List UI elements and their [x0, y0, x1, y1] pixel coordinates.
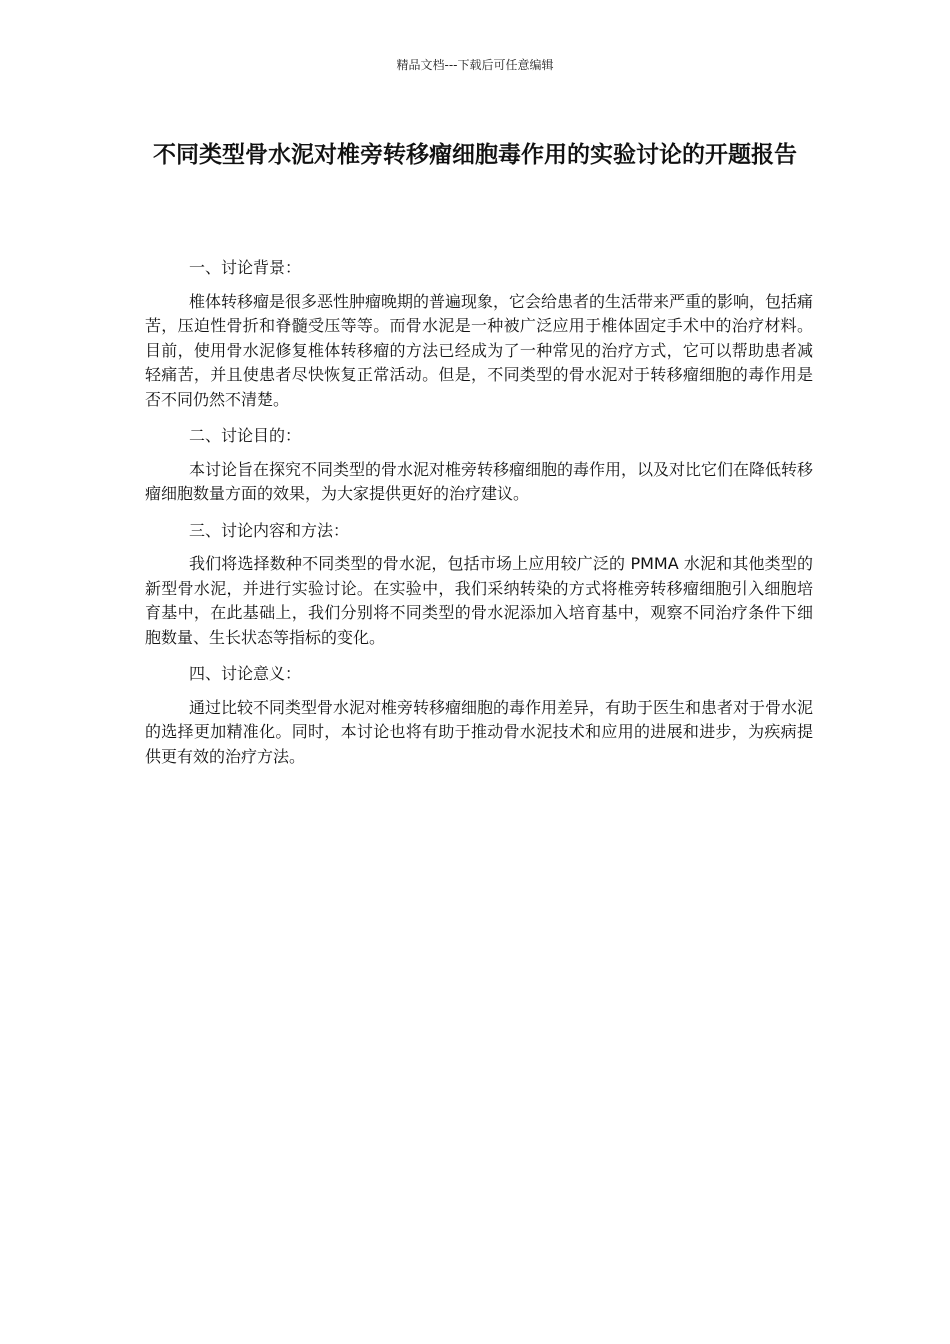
- document-title: 不同类型骨水泥对椎旁转移瘤细胞毒作用的实验讨论的开题报告: [153, 142, 797, 168]
- section-heading-methods: 三、讨论内容和方法：: [189, 520, 350, 540]
- section-heading-background: 一、讨论背景：: [189, 258, 302, 277]
- section-heading-purpose: 二、讨论目的：: [189, 426, 302, 445]
- section-body-background: 椎体转移瘤是很多恶性肿瘤晚期的普遍现象，它会给患者的生活带来严重的影响，包括痛苦，压迫性骨折和脊髓受压等等。而骨水泥是一种被广泛应用于椎体固定手术中的治疗材料。目前，使用骨水泥修复椎体转移瘤的方法已经成为了一种常见的治疗方式，它可以帮助患者减轻痛苦，并且使患者尽快恢复正常活动。但是，不同类型的骨水泥对于转移瘤细胞的毒作用是否不同仍然不清楚。: [145, 291, 814, 409]
- document-body: [145, 256, 813, 781]
- page-header: 精品文档---下载后可任意编辑: [396, 58, 554, 72]
- section-body-methods: 我们将选择数种不同类型的骨水泥，包括市场上应用较广泛的 PMMA 水泥和其他类型的新型骨水泥，并进行实验讨论。在实验中，我们采纳转染的方式将椎旁转移瘤细胞引入细胞培育基中，在此基础上，我们分别将不同类型的骨水泥添加入培育基中，观察不同治疗条件下细胞数量、生长状态等指标的变化。: [145, 554, 813, 647]
- section-body-purpose: 本讨论旨在探究不同类型的骨水泥对椎旁转移瘤细胞的毒作用，以及对比它们在降低转移瘤细胞数量方面的效果，为大家提供更好的治疗建议。: [145, 459, 814, 503]
- section-body-significance: 通过比较不同类型骨水泥对椎旁转移瘤细胞的毒作用差异，有助于医生和患者对于骨水泥的选择更加精准化。同时，本讨论也将有助于推动骨水泥技术和应用的进展和进步，为疾病提供更有效的治疗方法。: [145, 697, 814, 766]
- section-heading-significance: 四、讨论意义：: [189, 664, 302, 683]
